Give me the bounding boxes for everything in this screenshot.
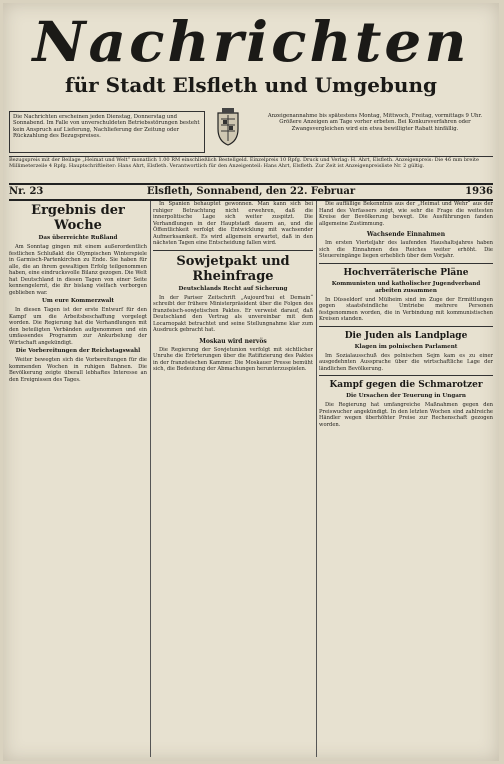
column-3: [319, 201, 493, 757]
article-body: Im ersten Vierteljahr des laufenden Haushaltsjahres haben sich die Einnahmen des Reiches weiter erhöht. Die Steuereingänge liegen erheblich über dem Vorjahr.: [319, 240, 493, 259]
divider: [319, 326, 493, 327]
article-headline: Hochverräterische Pläne: [343, 267, 469, 278]
section-heading: Die Vorbereitungen der Reichstagswahl: [15, 348, 141, 354]
article-headline: Die Juden als Landplage: [344, 330, 468, 341]
article-headline: Ergebnis der Woche: [31, 203, 125, 233]
article-body: Weiter bewegten sich die Vorbereitungen für die kommenden Wochen in ruhigen Bahnen. Die Bevölkerung zeigte überall lebhaftes Interesse an den Ereignissen des Tages.: [9, 357, 147, 383]
column-divider: [316, 201, 317, 757]
article-headline: Sowjetpakt und Rheinfrage: [176, 253, 290, 284]
masthead: [7, 13, 495, 99]
article-subheadline: Deutschlands Recht auf Sicherung: [178, 285, 288, 292]
article-headline: Kampf gegen die Schmarotzer: [329, 380, 483, 390]
article-subheadline: Kommunisten und katholischer Jugendverband arbeiten zusammen: [331, 280, 481, 294]
article-body: Die Regierung hat umfangreiche Maßnahmen gegen den Preiswucher angekündigt. In den letzten Wochen sind zahlreiche Händler wegen überhöhter Preise zur Rechenschaft gezogen worden.: [319, 402, 493, 428]
article-subheadline: Das überreichte Rußland: [38, 235, 118, 241]
divider: [319, 263, 493, 264]
article-body: In der Pariser Zeitschrift „Aujourd'hui et Demain“ schreibt der frühere Ministerpräsident über die Folgen des französisch-sowjetischen Paktes. Er verweist darauf, daß Deutschland den Vertrag als unvereinbar mit dem Locarnopakt betrachtet und seine Stellungnahme klar zum Ausdruck gebracht hat.: [153, 294, 313, 333]
article-body: In diesen Tagen ist der erste Entwurf für den Kampf um die Arbeitsbeschaffung vorgelegt worden. Die Regierung hat die Verhandlungen mit den beteiligten Verbänden aufgenommen und ein umfassendes Programm zur Ankurbelung der Wirtschaft angekündigt.: [9, 307, 147, 346]
article-headline: Wachsende Einnahmen: [366, 231, 446, 238]
article-body: In Düsseldorf und Mülheim sind im Zuge der Ermittlungen gegen staatsfeindliche Umtriebe mehrere Personen festgenommen worden, die in Verbindung mit kommunistischen Kreisen standen.: [319, 296, 493, 322]
info-bar: [9, 103, 493, 155]
divider: [319, 375, 493, 376]
article-body: In Spanien behauptet gewonnen. Man kann sich bei ruhiger Betrachtung nicht erwehren, daß die innerpolitische Lage sich weiter zuspitzt. Die Verhandlungen in der Hauptstadt dauern an, und die Öffentlichkeit verfolgt die Entwicklung mit wachsender Aufmerksamkeit. Es wird allgemein erwartet, daß in den nächsten Tagen eine Entscheidung fallen wird.: [153, 201, 313, 246]
newspaper-subtitle: für Stadt Elsfleth und Umgebung: [65, 73, 437, 97]
issue-number: Nr. 23: [9, 186, 44, 197]
newspaper-page: [3, 3, 499, 761]
divider: [153, 250, 313, 251]
article-subheadline: Die Ursachen der Teuerung in Ungarn: [346, 393, 466, 399]
column-divider: [150, 201, 151, 757]
imprint-smallprint: Bezugspreis mit der Beilage „Heimat und Welt“ monatlich 1.00 RM einschließlich Bestellgeld. Einzelpreis 10 Rpfg. Druck und Verlag: H. Ahrt, Elsfleth. Anzeigenpreis: Die 46 mm breite Millimeterzeile 4 Rpfg. Hauptschriftleiter: Hans Ahrt, Elsfleth. Verantwortlich für den Anzeigenteil: Hans Ahrt, Elsfleth. Zur Zeit ist Anzeigenpreisliste Nr. 2 gültig.: [9, 156, 493, 181]
section-heading: Um eure Kommerzwalt: [42, 298, 114, 304]
coat-of-arms-icon: [214, 107, 242, 147]
section-heading: Moskau wird nervös: [199, 337, 267, 345]
newspaper-title: Nachrichten: [32, 13, 470, 75]
advertising-info: Anzeigenannahme bis spätestens Montag, Mittwoch, Freitag, vormittags 9 Uhr. Größere Anzeigen am Tage vorher erbeten. Bei Konkursverfahren oder Zwangsvergleichen wird ein etwa bewilligter Rabatt hinfällig.: [267, 113, 483, 132]
issue-year: 1936: [465, 186, 493, 197]
publication-info: Die Nachrichten erscheinen jeden Dienstag, Donnerstag und Sonnabend. Im Falle von unverschuldeten Betriebsstörungen besteht kein Anspruch auf Lieferung, Nachlieferung der Zeitung oder Rückzahlung des Bezugspreises.: [9, 111, 205, 153]
column-2: [153, 201, 313, 757]
article-body: Die Regierung der Sowjetunion verfolgt mit sichtlicher Unruhe die Erörterungen über die Ratifizierung des Paktes in der französischen Kammer. Die Moskauer Presse bemüht sich, die Bedeutung der Abmachungen herunterzuspielen.: [153, 346, 313, 372]
column-1: [9, 201, 147, 757]
issue-date: Elsfleth, Sonnabend, den 22. Februar: [146, 186, 356, 197]
article-body: Im Sozialausschuß des polnischen Sejm kam es zu einer ausgedehnten Aussprache über die wirtschaftliche Lage der ländlichen Bevölkerung.: [319, 352, 493, 372]
article-body: Die auffällige Bekenntnis aus der „Heimat und Wehr“ aus der Hand des Verfassers zeigt, wie sehr die Frage die weitesten Kreise der Bevölkerung bewegt. Die Ausführungen fanden allgemeine Zustimmung.: [319, 201, 493, 227]
article-subheadline: Klagen im polnischen Parlament: [354, 343, 458, 350]
article-body: Am Sonntag gingen mit einem außerordentlich festlichen Schlußakt die Olympischen Winterspiele in Garmisch-Partenkirchen zu Ende. Sie haben für alle, die an ihrem gewaltigen Erfolg teilgenommen haben, eine eindrucksvolle Bilanz gezogen. Die Welt hat Deutschland in diesen Tagen von einer Seite kennengelernt, die ihr bislang vielfach verborgen geblieben war.: [9, 244, 147, 296]
dateline: [9, 183, 493, 201]
